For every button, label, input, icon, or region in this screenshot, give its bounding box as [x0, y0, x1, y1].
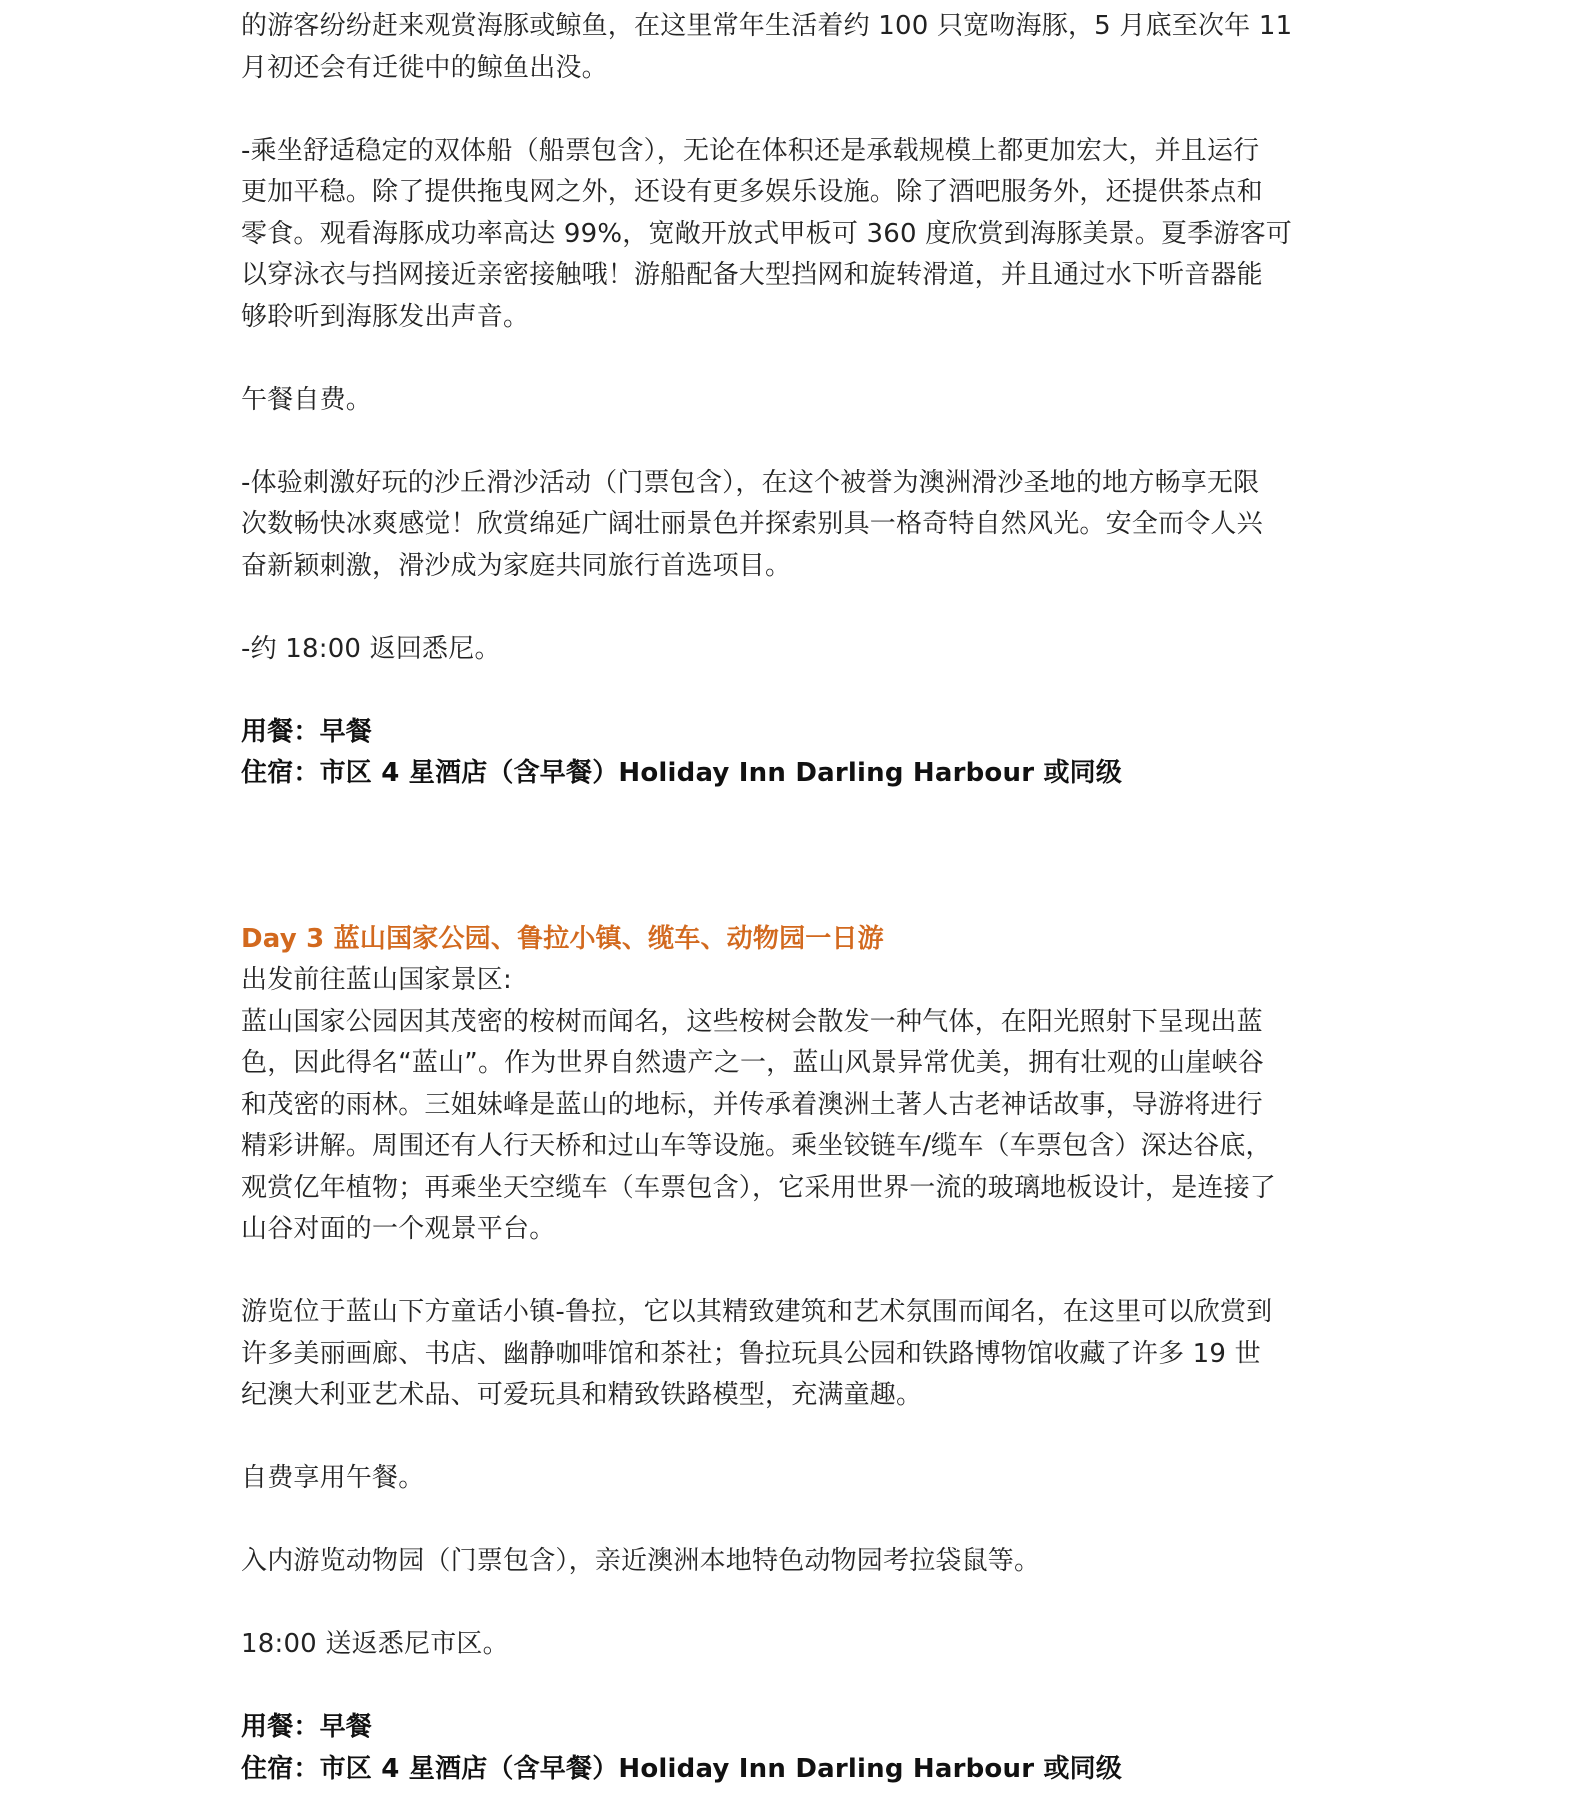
- day2-paragraph-return: -约 18:00 返回悉尼。: [241, 633, 501, 664]
- day3-paragraph-leura: 游览位于蓝山下方童话小镇-鲁拉，它以其精致建筑和艺术氛围而闻名，在这里可以欣赏到 许多美丽画廊、书店、幽静咖啡馆和茶社；鲁拉玩具公园和铁路博物馆收藏了许多 19 世 纪澳大利亚艺术品、可爱玩具和精致铁路模型，充满童趣。: [241, 1297, 1273, 1410]
- day3-hotel: 住宿：市区 4 星酒店（含早餐）Holiday Inn Darling Harbour 或同级: [241, 1753, 1123, 1784]
- day3-intro: 出发前往蓝山国家景区:: [241, 965, 512, 995]
- day3-meals: 用餐：早餐: [241, 1712, 373, 1742]
- day2-hotel: 住宿：市区 4 星酒店（含早餐）Holiday Inn Darling Harbour 或同级: [241, 758, 1123, 788]
- itinerary-document: [241, 6, 1351, 1790]
- day2-meals: 用餐：早餐: [241, 716, 373, 747]
- day2-paragraph-lunch: 午餐自费。: [241, 384, 373, 415]
- day3-paragraph-blue-mountains: 蓝山国家公园因其茂密的桉树而闻名，这些桉树会散发一种气体，在阳光照射下呈现出蓝 色，因此得名“蓝山”。作为世界自然遗产之一，蓝山风景异常优美，拥有壮观的山崖峡谷 和茂密的雨林。三姐妹峰是蓝山的地标，并传承着澳洲土著人古老神话故事，导游将进行 精彩讲解。周围还有人行天桥和过山车等设施。乘坐铰链车/缆车（车票包含）深达谷底， 观赏亿年植物；再乘坐天空缆车（车票包含），它采用世界一流的玻璃地板设计，是连接了 山谷对面的一个观景平台。: [241, 1006, 1277, 1244]
- day3-paragraph-zoo: 入内游览动物园（门票包含），亲近澳洲本地特色动物园考拉袋鼠等。: [241, 1546, 1041, 1576]
- day2-paragraph-sandboarding: -体验刺激好玩的沙丘滑沙活动（门票包含），在这个被誉为澳洲滑沙圣地的地方畅享无限 次数畅快冰爽感觉！欣赏绵延广阔壮丽景色并探索别具一格奇特自然风光。安全而令人兴 奋新颖刺激，滑沙成为家庭共同旅行首选项目。: [241, 467, 1263, 581]
- day3-title: Day 3 蓝山国家公园、鲁拉小镇、缆车、动物园一日游: [241, 923, 884, 954]
- day3-paragraph-lunch: 自费享用午餐。: [241, 1463, 425, 1493]
- day2-paragraph-catamaran: -乘坐舒适稳定的双体船（船票包含），无论在体积还是承载规模上都更加宏大，并且运行 更加平稳。除了提供拖曳网之外，还设有更多娱乐设施。除了酒吧服务外，还提供茶点和 零食。观看海豚成功率高达 99%，宽敞开放式甲板可 360 度欣赏到海豚美景。夏季游客可 以穿泳衣与挡网接近亲密接触哦！游船配备大型挡网和旋转滑道，并且通过水下听音器能 够聆听到海豚发出声音。: [241, 135, 1293, 332]
- day2-paragraph-whales: 的游客纷纷赶来观赏海豚或鲸鱼，在这里常年生活着约 100 只宽吻海豚，5 月底至次年 11 月初还会有迁徙中的鲸鱼出没。: [241, 11, 1293, 83]
- day3-paragraph-return: 18:00 送返悉尼市区。: [241, 1629, 509, 1659]
